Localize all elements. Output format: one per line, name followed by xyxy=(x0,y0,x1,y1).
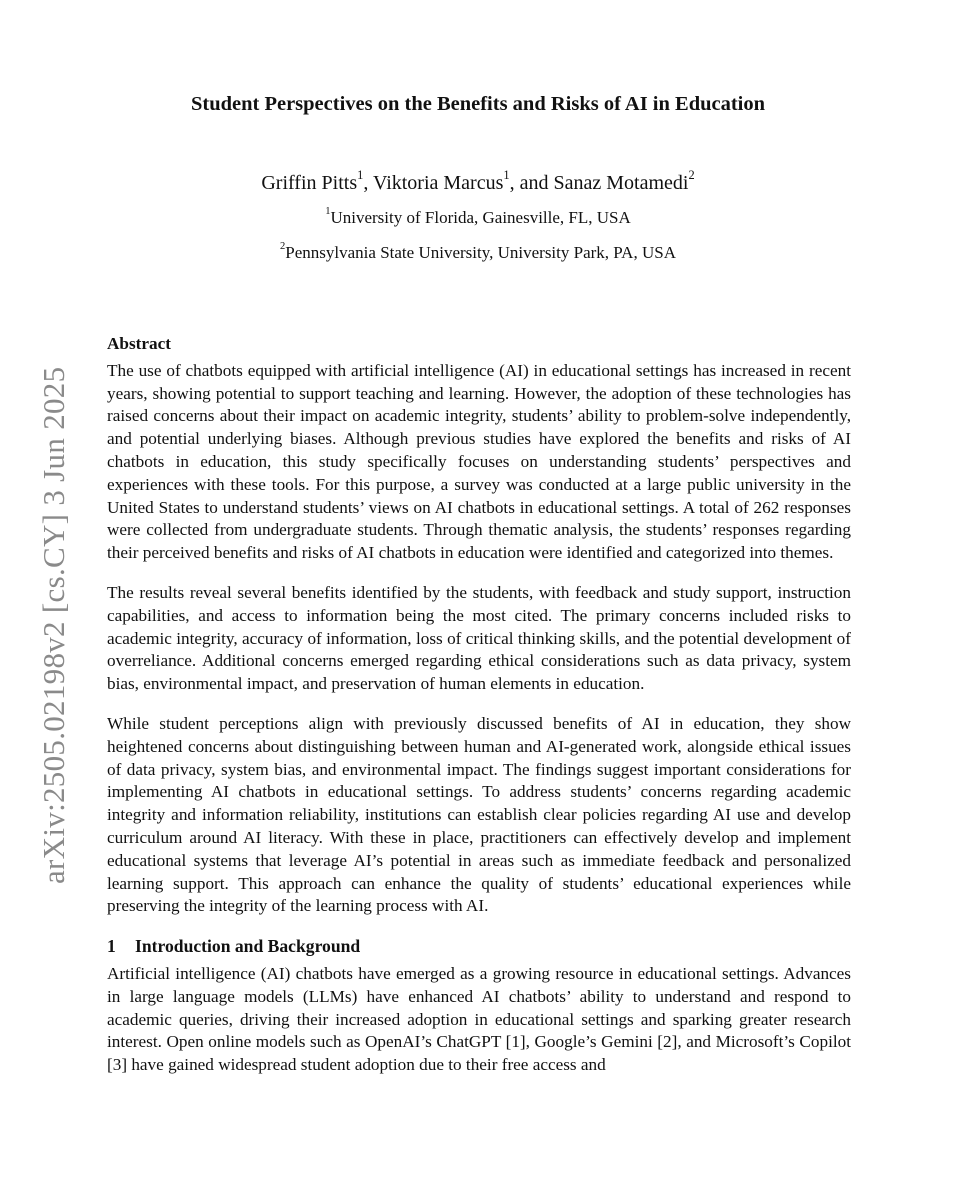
paper-title: Student Perspectives on the Benefits and Risks of AI in Education xyxy=(190,93,766,115)
author-name: , and Sanaz Motamedi xyxy=(509,172,689,194)
section-title: Introduction and Background xyxy=(135,936,361,957)
author-list xyxy=(0,167,956,195)
affiliation-mark: 2 xyxy=(280,241,286,253)
abstract-paragraph-1: The use of chatbots equipped with artificial intelligence (AI) in educational settings has increased in recent years, showing potential to support teaching and learning. However, the adoption of these technologies has raised concerns about their impact on academic integrity, students’ ability to problem-solve independently, and potential underlying biases. Although previous studies have explored the benefits and risks of AI chatbots in education, this study specifically focuses on understanding students’ perspectives and experiences with these tools. For this purpose, a survey was conducted at a large public university in the United States to understand students’ views on AI chatbots in educational settings. A total of 262 responses were collected from undergraduate students. Through thematic analysis, the students’ responses regarding their perceived benefits and risks of AI chatbots in education were identified and categorized into themes. xyxy=(107,360,851,563)
abstract-paragraph-2: The results reveal several benefits identified by the students, with feedback and study support, instruction capabilities, and access to information being the most cited. The primary concerns included risks to academic integrity, accuracy of information, loss of critical thinking skills, and the potential development of overreliance. Additional concerns emerged regarding ethical considerations such as data privacy, system bias, environmental impact, and preservation of human elements in education. xyxy=(107,582,851,694)
abstract-paragraph-3: While student perceptions align with previously discussed benefits of AI in education, they show heightened concerns about distinguishing between human and AI-generated work, alongside ethical issues of data privacy, system bias, and environmental impact. The findings suggest important considerations for implementing AI chatbots in educational settings. To address students’ concerns regarding academic integrity and information reliability, institutions can establish clear policies regarding AI use and develop curriculum around AI literacy. With these in place, practitioners can effectively develop and implement educational systems that leverage AI’s potential in areas such as immediate feedback and personalized learning support. This approach can enhance the quality of students’ educational experiences while preserving the integrity of the learning process with AI. xyxy=(107,713,851,916)
arxiv-watermark: arXiv:2505.02198v2 [cs.CY] 3 Jun 2025 xyxy=(36,366,71,884)
affiliation-text: University of Florida, Gainesville, FL, USA xyxy=(330,208,631,227)
affiliation-2 xyxy=(0,243,956,263)
author-affiliation-mark: 1 xyxy=(503,167,510,182)
author-affiliation-mark: 2 xyxy=(688,167,695,182)
author-name: , Viktoria Marcus xyxy=(363,172,504,194)
affiliation-mark: 1 xyxy=(325,206,331,218)
abstract-heading: Abstract xyxy=(107,334,171,353)
section-paragraph: Artificial intelligence (AI) chatbots have emerged as a growing resource in educational settings. Advances in large language models (LLMs) have enhanced AI chatbots’ ability to understand and respond to academic queries, driving their increased adoption in educational settings and sparking greater research interest. Open online models such as OpenAI’s ChatGPT [1], Google’s Gemini [2], and Microsoft’s Copilot [3] have gained widespread student adoption due to their free access and xyxy=(107,963,851,1075)
paper-body xyxy=(107,333,851,1094)
affiliation-text: Pennsylvania State University, University Park, PA, USA xyxy=(285,243,676,262)
section-heading xyxy=(107,935,851,958)
author-name: Griffin Pitts xyxy=(261,172,358,194)
affiliation-1 xyxy=(0,208,956,228)
section-number: 1 xyxy=(107,936,116,957)
author-affiliation-mark: 1 xyxy=(357,167,364,182)
